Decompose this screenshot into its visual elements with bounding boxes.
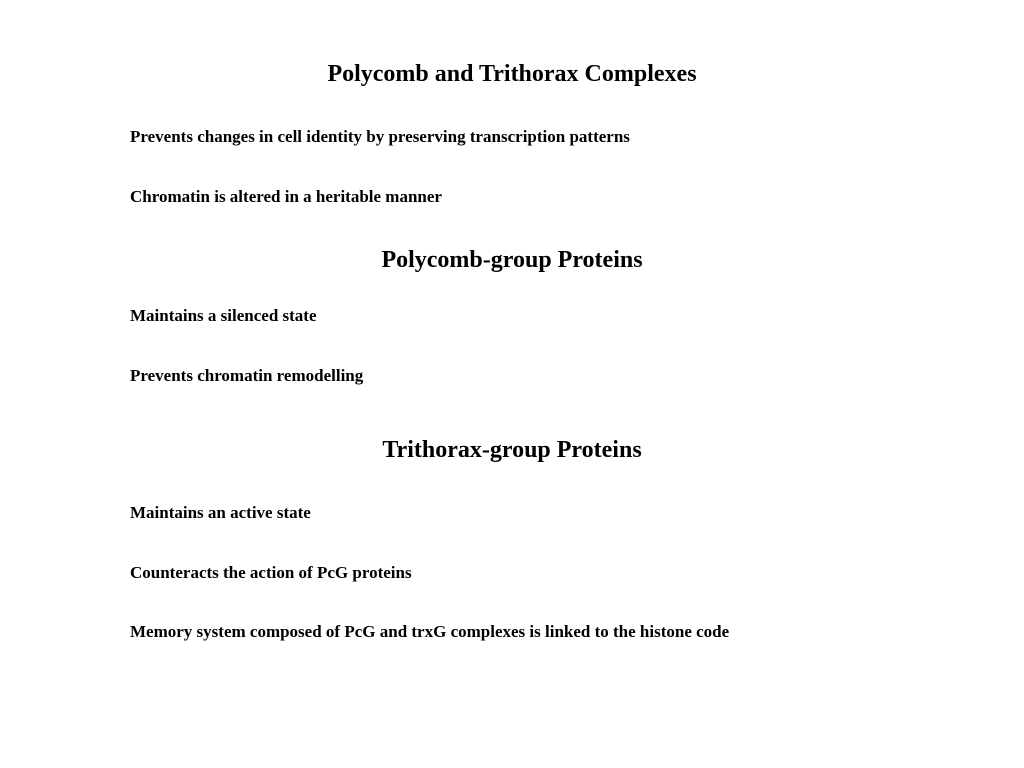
intro-point-cell-identity: Prevents changes in cell identity by preserving transcription patterns [130, 127, 630, 146]
section-heading-trithorax: Trithorax-group Proteins [382, 437, 642, 463]
section-heading-polycomb: Polycomb-group Proteins [381, 247, 643, 273]
trithorax-point-memory-system: Memory system composed of PcG and trxG complexes is linked to the histone code [130, 622, 730, 641]
slide-title: Polycomb and Trithorax Complexes [327, 61, 697, 87]
trithorax-point-counteracts: Counteracts the action of PcG proteins [130, 563, 412, 582]
intro-point-chromatin-heritable: Chromatin is altered in a heritable manner [130, 187, 442, 206]
trithorax-point-active: Maintains an active state [130, 503, 311, 522]
polycomb-point-remodelling: Prevents chromatin remodelling [130, 366, 364, 385]
polycomb-point-silenced: Maintains a silenced state [130, 306, 317, 325]
